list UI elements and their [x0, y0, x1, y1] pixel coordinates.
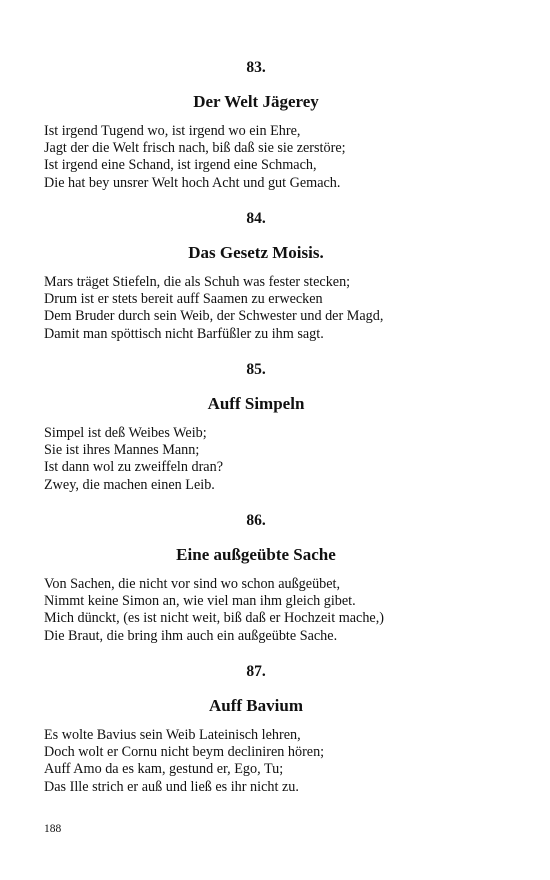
poem-line: Doch wolt er Cornu nicht beym decliniren hören;	[44, 744, 325, 761]
poem-number: 85.	[246, 361, 266, 378]
poem-line: Mich dünckt, (es ist nicht weit, biß daß er Hochzeit mache,)	[44, 610, 385, 627]
poem-line: Zwey, die machen einen Leib.	[44, 476, 215, 493]
poem-line: Die hat bey unsrer Welt hoch Acht und gut Gemach.	[44, 174, 341, 191]
poem-line: Nimmt keine Simon an, wie viel man ihm gleich gibet.	[44, 593, 356, 610]
poem-85	[44, 361, 514, 494]
poem-line: Ist dann wol zu zweiffeln dran?	[44, 459, 223, 476]
poem-line: Mars träget Stiefeln, die als Schuh was fester stecken;	[44, 274, 351, 290]
poem-line: Simpel ist deß Weibes Weib;	[44, 425, 207, 441]
poem-83	[44, 59, 514, 192]
poem-line: Jagt der die Welt frisch nach, biß daß sie sie zerstöre;	[44, 140, 346, 157]
poem-lines	[44, 727, 514, 796]
poem-line: Drum ist er stets bereit auff Saamen zu erwecken	[44, 291, 323, 308]
poem-line: Die Braut, die bring ihm auch ein außgeübte Sache.	[44, 627, 338, 644]
poem-lines	[44, 123, 514, 192]
poem-lines	[44, 425, 514, 494]
poem-lines	[44, 576, 514, 645]
poem-number: 84.	[246, 210, 266, 227]
poem-line: Ist irgend Tugend wo, ist irgend wo ein Ehre,	[44, 123, 301, 139]
poem-line: Es wolte Bavius sein Weib Lateinisch lehren,	[44, 727, 301, 743]
poem-87	[44, 663, 514, 796]
poem-line: Auff Amo da es kam, gestund er, Ego, Tu;	[44, 761, 284, 778]
poem-number: 87.	[246, 663, 266, 680]
poem-title: Eine außgeübte Sache	[176, 545, 336, 564]
poem-line: Ist irgend eine Schand, ist irgend eine Schmach,	[44, 157, 317, 174]
page-number: 188	[44, 823, 62, 835]
poem-line: Sie ist ihres Mannes Mann;	[44, 442, 200, 459]
poem-lines	[44, 274, 514, 343]
poem-title: Das Gesetz Moisis.	[188, 243, 324, 262]
poem-line: Das Ille strich er auß und ließ es ihr nicht zu.	[44, 778, 299, 795]
poem-line: Dem Bruder durch sein Weib, der Schwester und der Magd,	[44, 308, 384, 325]
poem-line: Von Sachen, die nicht vor sind wo schon außgeübet,	[44, 576, 341, 592]
poem-86	[44, 512, 514, 645]
poem-title: Der Welt Jägerey	[193, 92, 319, 111]
poem-title: Auff Bavium	[209, 696, 303, 715]
poem-number: 83.	[246, 59, 266, 76]
poem-84	[44, 210, 514, 343]
poem-line: Damit man spöttisch nicht Barfüßler zu ihm sagt.	[44, 325, 324, 342]
poem-number: 86.	[246, 512, 266, 529]
poem-title: Auff Simpeln	[207, 394, 305, 413]
